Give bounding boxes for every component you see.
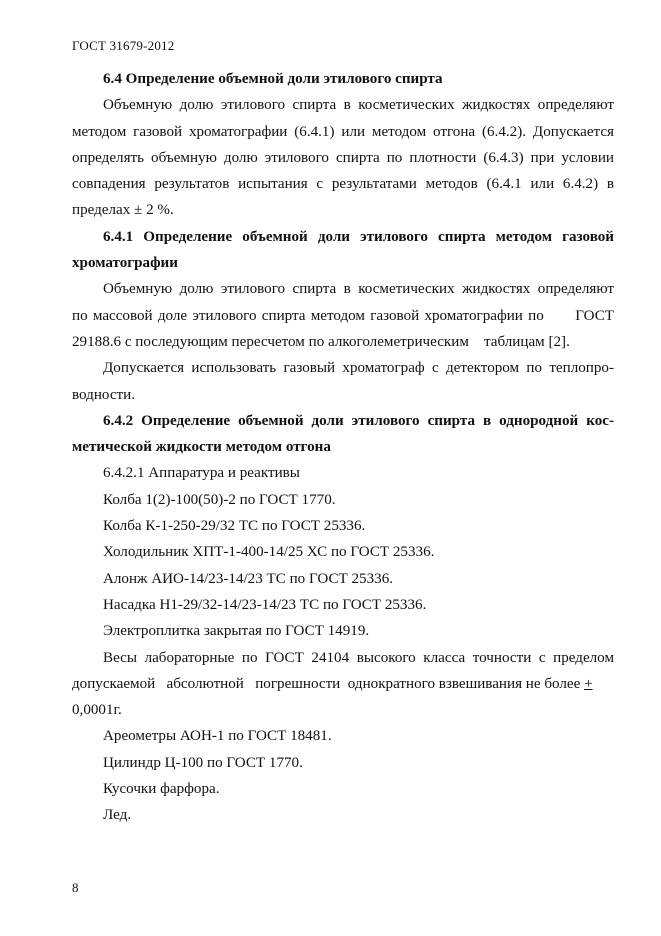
equipment-item: Электроплитка закрытая по ГОСТ 14919. [103,623,370,640]
section-6-4-2-heading: 6.4.2 Определение объемной доли этилового спирта в однородной кос-метической жидкости методом отгона [72,412,614,456]
equipment-item: Колба К-1-250-29/32 ТС по ГОСТ 25336. [103,518,366,535]
equipment-item: Кусочки фарфора. [103,781,220,798]
section-6-4-1-paragraph-line-3: 29188.6 с последующим пересчетом по алкоголеметрическим таблицам [2]. [72,333,570,350]
section-6-4-paragraph: Объемную долю этилового спирта в косметических жидкостях определяют методом газовой хроматографии (6.4.1) или методом отгона (6.4.2). Допускается определять объемную долю этилового спирта по плотности (6.4.3) при условии совпадения результатов испытания с результатами методов (6.4.1 или 6.4.2) в пределах ± 2 %. [72,97,614,219]
equipment-item: Ареометры АОН-1 по ГОСТ 18481. [103,728,332,745]
equipment-item: Насадка Н1-29/32-14/23-14/23 ТС по ГОСТ 25336. [103,596,427,613]
equipment-item: Лед. [103,807,132,824]
document-header: ГОСТ 31679-2012 [72,38,175,53]
page-number: 8 [72,880,79,895]
page-content [72,66,614,829]
equipment-item: Цилиндр Ц-100 по ГОСТ 1770. [103,754,303,771]
equipment-item: Колба 1(2)-100(50)-2 по ГОСТ 1770. [103,491,336,508]
scales-item-line-2-text: допускаемой абсолютной погрешности однократного взвешивания не более [72,675,581,692]
equipment-item: Холодильник ХПТ-1-400-14/25 ХС по ГОСТ 25336. [103,544,435,561]
section-6-4-heading: 6.4 Определение объемной доли этилового спирта [103,71,443,87]
equipment-item: Алонж АИО-14/23-14/23 ТС по ГОСТ 25336. [103,570,394,587]
scales-item-line-3: 0,0001г. [72,702,122,719]
section-6-4-1-heading: 6.4.1 Определение объемной доли этилового спирта методом газовой хроматографии [72,228,614,272]
section-6-4-1-paragraph-line-1: Объемную долю этилового спирта в косметических жидкостях определяют [103,281,614,298]
section-6-4-1-paragraph-2: Допускается использовать газовый хроматограф с детектором по теплопро-водности. [72,360,614,403]
scales-item-line-1: Весы лабораторные по ГОСТ 24104 высокого класса точности с пределом [103,649,614,666]
section-6-4-2-1-heading: 6.4.2.1 Аппаратура и реактивы [103,465,300,482]
scales-item-line-2 [72,671,614,697]
plus-minus-sign: + [584,675,593,692]
section-6-4-1-paragraph-line-2: по массовой доле этилового спирта методом газовой хроматографии по ГОСТ [72,307,614,324]
